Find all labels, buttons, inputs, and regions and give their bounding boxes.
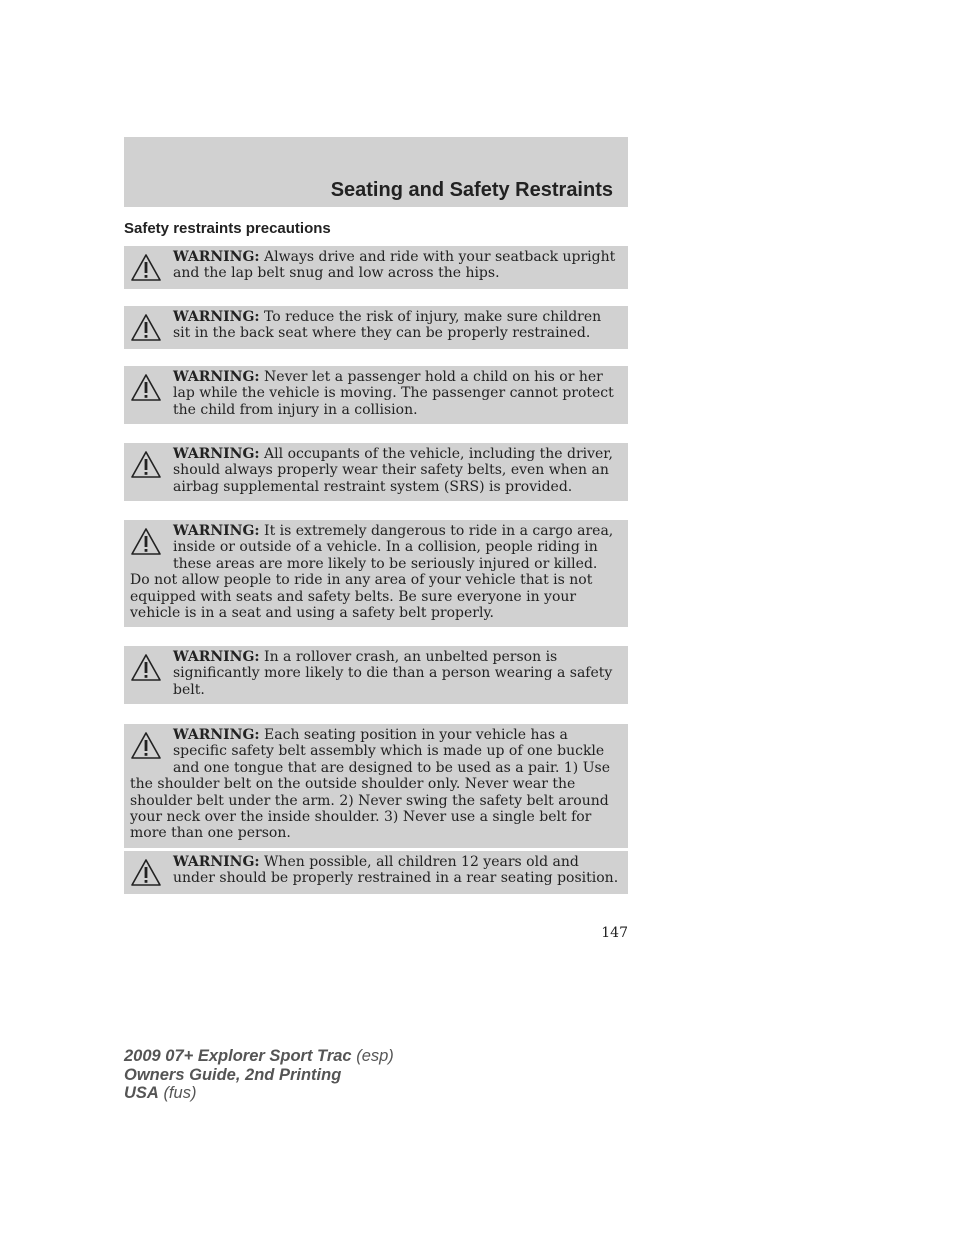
warning-lead: WARNING:: [173, 523, 260, 539]
footer-market: USA: [124, 1084, 159, 1102]
warning-triangle-icon: [130, 527, 162, 557]
warning-text: All occupants of the vehicle, including the driver, should always properly wear their safety belts, even when an airbag supplemental restraint system (SRS) is provided.: [173, 446, 613, 495]
warning-box: [124, 520, 628, 627]
warning-lead: WARNING:: [173, 727, 260, 743]
warning-box: [124, 724, 628, 848]
footer-line-1: [124, 1047, 394, 1066]
chapter-title: Seating and Safety Restraints: [330, 179, 613, 201]
warning-text: In a rollover crash, an unbelted person is significantly more likely to die than a person wearing a safety belt.: [173, 649, 613, 698]
chapter-header: [124, 137, 628, 207]
warning-triangle-icon: [130, 858, 162, 888]
warning-triangle-icon: [130, 253, 162, 283]
warning-triangle-icon: [130, 731, 162, 761]
footer-line-2: [124, 1066, 394, 1085]
warning-lead: WARNING:: [173, 649, 260, 665]
footer-market-code: (fus): [163, 1084, 197, 1102]
warning-box: [124, 646, 628, 704]
warning-text: Each seating position in your vehicle has a specific safety belt assembly which is made up of one buckle and one tongue that are designed to be used as a pair. 1) Use the shoulder belt on the outside shoulder only. Never wear the shoulder belt under the arm. 2) Never swing the safety belt around your neck over the inside shoulder. 3) Never use a single belt for more than one person.: [130, 727, 610, 842]
warning-text: Always drive and ride with your seatback upright and the lap belt snug and low across the hips.: [173, 249, 616, 282]
footer-line-3: [124, 1084, 394, 1103]
warning-lead: WARNING:: [173, 369, 260, 385]
warning-triangle-icon: [130, 313, 162, 343]
footer-model: 2009 07+ Explorer Sport Trac: [124, 1047, 352, 1065]
document-footer: [124, 1047, 394, 1103]
warning-box: [124, 851, 628, 894]
warning-triangle-icon: [130, 373, 162, 403]
page-number: 147: [601, 925, 628, 941]
warning-lead: WARNING:: [173, 854, 260, 870]
warning-box: [124, 306, 628, 349]
warning-box: [124, 246, 628, 289]
warning-lead: WARNING:: [173, 446, 260, 462]
footer-printing: Owners Guide, 2nd Printing: [124, 1065, 342, 1084]
warning-text: When possible, all children 12 years old and under should be properly restrained in a rear seating position.: [173, 854, 619, 887]
warning-text: Never let a passenger hold a child on his or her lap while the vehicle is moving. The passenger cannot protect the child from injury in a collision.: [173, 369, 614, 418]
section-heading: Safety restraints precautions: [124, 220, 331, 237]
warning-box: [124, 443, 628, 501]
warning-lead: WARNING:: [173, 309, 260, 325]
warning-triangle-icon: [130, 653, 162, 683]
warning-text: It is extremely dangerous to ride in a cargo area, inside or outside of a vehicle. In a collision, people riding in these areas are more likely to be seriously injured or killed. Do not allow people to ride in any area of your vehicle that is not equipped with seats and safety belts. Be sure everyone in your vehicle is in a seat and using a safety belt properly.: [130, 523, 614, 622]
warning-box: [124, 366, 628, 424]
warning-triangle-icon: [130, 450, 162, 480]
warning-lead: WARNING:: [173, 249, 260, 265]
footer-model-code: (esp): [356, 1047, 394, 1065]
warning-text: To reduce the risk of injury, make sure children sit in the back seat where they can be properly restrained.: [173, 309, 602, 342]
